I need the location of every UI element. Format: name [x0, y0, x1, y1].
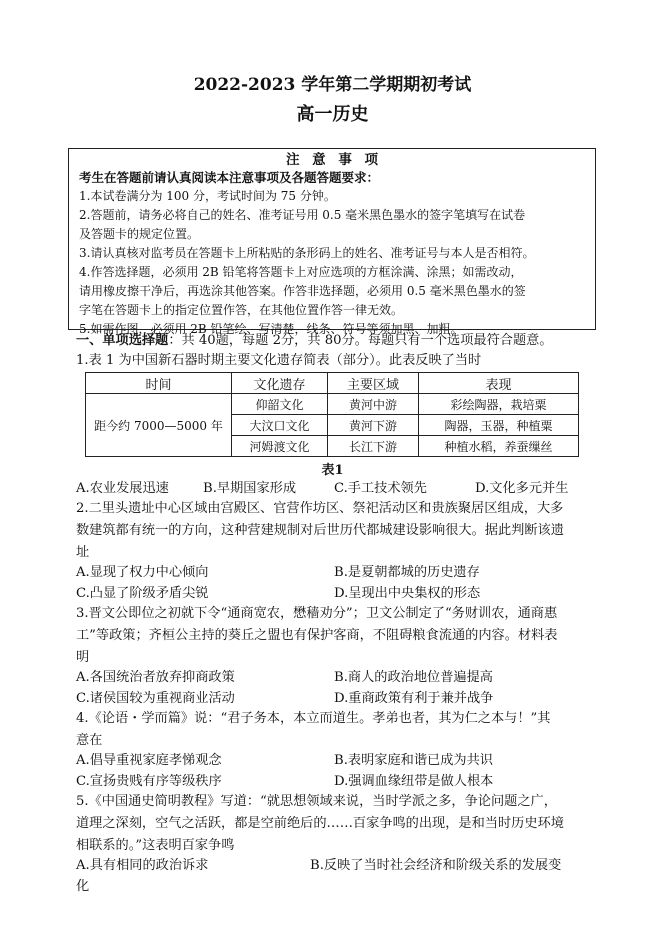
notice-item: 请用橡皮擦干净后，再选涂其他答案。作答非选择题，必须用 0.5 毫米黑色墨水的签 [79, 284, 526, 298]
q2-option-a: A.显现了权力中心倾向 [76, 565, 209, 580]
q4-line: 意在 [76, 733, 103, 748]
notice-item: 3.请认真核对监考员在答题卡上所粘贴的条形码上的姓名、准考证号与本人是否相符。 [79, 246, 535, 260]
q1-stem: 1.表 1 为中国新石器时期主要文化遗存简表（部分）。此表反映了当时 [76, 353, 482, 368]
q4-option-b: B.表明家庭和谐已成为共识 [334, 753, 493, 768]
q3-line: 工”等政策；齐桓公主持的葵丘之盟也有保护客商，不阻碍粮食流通的内容。材料表 [76, 628, 558, 643]
q2-option-b: B.是夏朝都城的历史遗存 [334, 565, 480, 580]
table-cell: 黄河下游 [328, 415, 419, 436]
notice-bold-line: 考生在答题前请认真阅读本注意事项及各题答题要求： [79, 170, 380, 185]
culture-table [85, 372, 579, 457]
table-cell-time: 距今约 7000—5000 年 [86, 394, 232, 457]
section-heading [76, 331, 553, 351]
section-label: 一、单项选择题 [76, 333, 169, 348]
exam-title: 2022-2023 学年第二学期期初考试 [193, 75, 472, 95]
q5-option-b: B.反映了当时社会经济和阶级关系的发展变 [310, 858, 562, 873]
q3-option-a: A.各国统治者放弃抑商政策 [76, 670, 235, 685]
q3-option-b: B.商人的政治地位普遍提高 [334, 670, 493, 685]
notice-item: 4.作答选择题，必须用 2B 铅笔将答题卡上对应选项的方框涂满、涂黑；如需改动， [79, 265, 523, 279]
q2-line: 2.二里头遗址中心区域由宫殿区、官营作坊区、祭祀活动区和贵族聚居区组成，大多 [76, 501, 564, 516]
table-header: 主要区域 [328, 373, 419, 394]
q5-option-a: A.具有相同的政治诉求 [76, 858, 209, 873]
table-header: 表现 [419, 373, 579, 394]
q1-option-b: B.早期国家形成 [203, 481, 297, 496]
notice-item: 1.本试卷满分为 100 分，考试时间为 75 分钟。 [79, 189, 336, 203]
q2-option-d: D.呈现出中央集权的形态 [334, 586, 481, 601]
notice-item: 5.如需作图，必须用 2B 铅笔绘、写清楚，线条、符号等须加黑、加粗。 [79, 322, 463, 336]
q5-line: 道理之深刻，空气之活跃，都是空前绝后的……百家争鸣的出现，是和当时历史环境 [76, 816, 564, 831]
table-cell: 种植水稻，养蚕缫丝 [419, 436, 579, 457]
table-caption: 表1 [321, 463, 344, 478]
table-cell: 彩绘陶器，栽培粟 [419, 394, 579, 415]
notice-item: 及答题卡的规定位置。 [79, 227, 200, 241]
q4-option-a: A.倡导重视家庭孝悌观念 [76, 753, 222, 768]
table-cell: 大汶口文化 [232, 415, 328, 436]
q1-option-a: A.农业发展迅速 [76, 481, 169, 496]
notice-item: 字笔在答题卡上的指定位置作答，在其他位置作答一律无效。 [79, 303, 404, 317]
notice-item: 2.答题前，请务必将自己的姓名、准考证号用 0.5 毫米黑色墨水的签字笔填写在试卷 [79, 208, 526, 222]
q2-option-c: C.凸显了阶级矛盾尖锐 [76, 586, 209, 601]
table-cell: 长江下游 [328, 436, 419, 457]
q2-line: 数建筑都有统一的方向，这种营建规制对后世历代都城建设影响很大。据此判断该遗 [76, 523, 564, 538]
q3-line: 3.晋文公即位之初就下令“通商宽农，懋穑劝分”；卫文公制定了“务财训农，通商惠 [76, 606, 558, 621]
q2-line: 址 [76, 545, 90, 560]
q5-line: 相联系的。”这表明百家争鸣 [76, 838, 235, 853]
q3-option-d: D.重商政策有利于兼并战争 [334, 691, 494, 706]
table-cell: 陶器，玉器，种植粟 [419, 415, 579, 436]
section-desc: ：共 40题，每题 2分，共 80分。每题只有一个选项最符合题意。 [168, 333, 553, 348]
q4-option-c: C.宣扬贵贱有序等级秩序 [76, 774, 222, 789]
notice-box [68, 148, 596, 336]
exam-subtitle: 高一历史 [296, 104, 369, 125]
q3-option-c: C.诸侯国较为重视商业活动 [76, 691, 235, 706]
table-cell: 河姆渡文化 [232, 436, 328, 457]
table-cell: 仰韶文化 [232, 394, 328, 415]
q5-line: 5.《中国通史简明教程》写道：“就思想领域来说，当时学派之多，争论问题之广， [76, 794, 557, 809]
table-header: 时间 [86, 373, 232, 394]
notice-heading: 注 意 事 项 [285, 152, 383, 168]
q3-line: 明 [76, 650, 90, 665]
q4-option-d: D.强调血缘纽带是做人根本 [334, 774, 494, 789]
q5-option-b-cont: 化 [76, 879, 90, 894]
table-cell: 黄河中游 [328, 394, 419, 415]
table-header: 文化遗存 [232, 373, 328, 394]
q1-option-d: D.文化多元并生 [475, 481, 569, 496]
q1-option-c: C.手工技术领先 [334, 481, 427, 496]
q4-line: 4.《论语・学而篇》说：“君子务本，本立而道生。孝弟也者，其为仁之本与！”其 [76, 711, 551, 726]
